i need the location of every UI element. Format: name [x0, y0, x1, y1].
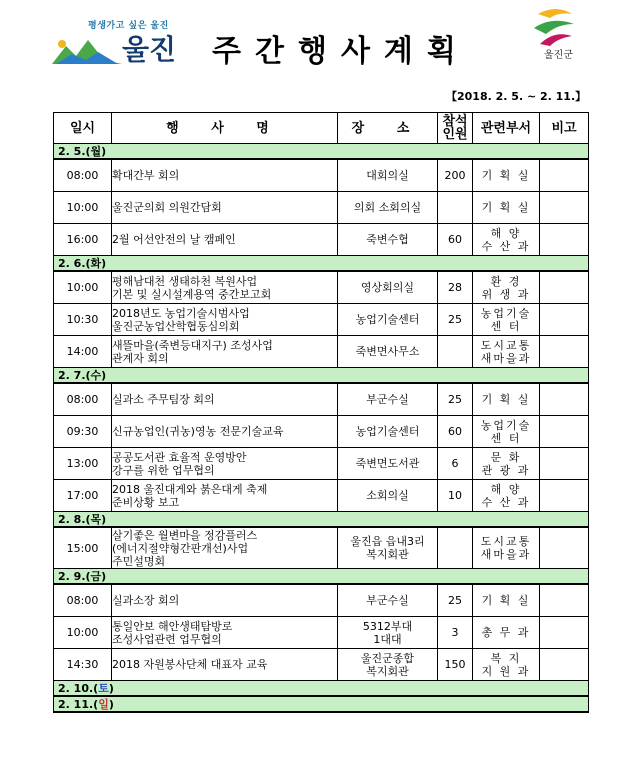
event-place: 울진군종합 복지회관: [338, 649, 438, 681]
day-label: [54, 696, 338, 712]
event-name: 평해남대천 생태하천 복원사업 기본 및 실시설계용역 중간보고회: [112, 271, 338, 304]
event-note: [540, 416, 589, 448]
event-attendees: 28: [438, 271, 473, 304]
table-row: [54, 383, 589, 416]
event-place: 죽변면사무소: [338, 336, 438, 368]
day-label: [54, 256, 338, 272]
weekday-close-paren: ): [108, 681, 114, 695]
event-place: 의회 소회의실: [338, 192, 438, 224]
event-note: [540, 271, 589, 304]
col-header-datetime: 일시: [54, 113, 112, 144]
event-department: 도시교통 새마을과: [473, 336, 540, 368]
event-place: 소회의실: [338, 480, 438, 512]
weekday-close-paren: ): [101, 256, 107, 270]
day-label: [54, 144, 338, 160]
day-header-row: [54, 569, 589, 585]
event-time: 14:00: [54, 336, 112, 368]
event-name: 실과소장 회의: [112, 584, 338, 617]
event-note: [540, 224, 589, 256]
table-row: [54, 336, 589, 368]
table-row: [54, 304, 589, 336]
event-place: 대회의실: [338, 159, 438, 192]
col-header-event: [112, 113, 338, 144]
event-time: 10:00: [54, 192, 112, 224]
event-time: 14:30: [54, 649, 112, 681]
logo-brand: 울진: [122, 33, 177, 66]
day-date: 2. 8.: [58, 512, 86, 526]
uljin-logo: [52, 18, 192, 70]
day-label-filler: [338, 368, 589, 384]
day-label: [54, 368, 338, 384]
event-note: [540, 480, 589, 512]
day-weekday: 일: [98, 697, 109, 711]
county-emblem: [528, 6, 586, 60]
weekday-open-paren: (: [93, 697, 99, 711]
event-time: 10:00: [54, 617, 112, 649]
table-row: [54, 584, 589, 617]
event-department: 문 화 관 광 과: [473, 448, 540, 480]
logo-tagline: 평생가고 싶은 울진: [88, 21, 169, 31]
day-header-row: [54, 256, 589, 272]
event-time: 08:00: [54, 159, 112, 192]
table-row: [54, 649, 589, 681]
event-attendees: [438, 336, 473, 368]
weekday-open-paren: (: [85, 569, 91, 583]
event-name: 신규농업인(귀농)영농 전문기술교육: [112, 416, 338, 448]
event-note: [540, 159, 589, 192]
event-attendees: [438, 527, 473, 569]
day-label: [54, 569, 338, 585]
day-weekday: 토: [98, 681, 109, 695]
day-date: 2. 6.: [58, 256, 86, 270]
table-row: [54, 192, 589, 224]
day-header-row: [54, 681, 589, 697]
event-department: 농업기술 센 터: [473, 304, 540, 336]
weekday-close-paren: ): [101, 368, 107, 382]
day-label: [54, 512, 338, 528]
table-row: [54, 224, 589, 256]
day-weekday: 화: [90, 256, 102, 270]
event-name: 2018 자원봉사단체 대표자 교육: [112, 649, 338, 681]
weekday-open-paren: (: [85, 144, 91, 158]
day-header-row: [54, 144, 589, 160]
event-department: 기 획 실: [473, 192, 540, 224]
event-department: 기 획 실: [473, 584, 540, 617]
day-date: 2. 5.: [58, 144, 86, 158]
weekday-open-paren: (: [85, 512, 91, 526]
event-note: [540, 336, 589, 368]
day-weekday: 목: [90, 512, 102, 526]
weekly-schedule-table: [53, 112, 589, 713]
event-name: 2018년도 농업기술시범사업 울진군농업산학협동심의회: [112, 304, 338, 336]
event-name: 확대간부 회의: [112, 159, 338, 192]
event-department: 총 무 과: [473, 617, 540, 649]
weekday-open-paren: (: [93, 681, 99, 695]
day-date: 2. 10.: [58, 681, 94, 695]
day-header-row: [54, 512, 589, 528]
event-time: 10:30: [54, 304, 112, 336]
day-date: 2. 7.: [58, 368, 86, 382]
weekday-open-paren: (: [85, 256, 91, 270]
day-label-filler: [338, 696, 589, 712]
table-row: [54, 159, 589, 192]
col-header-note: 비고: [540, 113, 589, 144]
event-department: 농업기술 센 터: [473, 416, 540, 448]
day-label-filler: [338, 569, 589, 585]
day-date: 2. 11.: [58, 697, 94, 711]
day-label-filler: [338, 144, 589, 160]
event-time: 08:00: [54, 584, 112, 617]
event-note: [540, 649, 589, 681]
event-note: [540, 192, 589, 224]
day-header-row: [54, 696, 589, 712]
event-name: 새뜰마을(죽변등대지구) 조성사업 관계자 회의: [112, 336, 338, 368]
weekday-close-paren: ): [101, 569, 107, 583]
event-attendees: 60: [438, 416, 473, 448]
event-attendees: 25: [438, 304, 473, 336]
table-row: [54, 448, 589, 480]
table-header-row: [54, 113, 589, 144]
event-attendees: 10: [438, 480, 473, 512]
table-row: [54, 271, 589, 304]
event-note: [540, 617, 589, 649]
event-place: 농업기술센터: [338, 416, 438, 448]
event-department: 기 획 실: [473, 383, 540, 416]
event-time: 16:00: [54, 224, 112, 256]
event-place: 5312부대 1대대: [338, 617, 438, 649]
table-row: [54, 527, 589, 569]
event-attendees: 25: [438, 383, 473, 416]
event-name: 실과소 주무팀장 회의: [112, 383, 338, 416]
event-name: 2018 울진대게와 붉은대게 축제 준비상황 보고: [112, 480, 338, 512]
mountain-logo-icon: [52, 34, 122, 68]
county-emblem-icon: [528, 6, 586, 48]
event-place: 영상회의실: [338, 271, 438, 304]
event-attendees: 150: [438, 649, 473, 681]
event-place: 농업기술센터: [338, 304, 438, 336]
event-name: 공공도서관 효율적 운영방안 강구를 위한 업무협의: [112, 448, 338, 480]
schedule-period: 【2018. 2. 5. ~ 2. 11.】: [446, 90, 587, 103]
table-row: [54, 617, 589, 649]
event-place: 부군수실: [338, 584, 438, 617]
event-note: [540, 304, 589, 336]
event-attendees: 6: [438, 448, 473, 480]
event-name: 울진군의회 의원간담회: [112, 192, 338, 224]
event-department: 해 양 수 산 과: [473, 480, 540, 512]
event-time: 08:00: [54, 383, 112, 416]
day-label: [54, 681, 338, 697]
day-label-filler: [338, 681, 589, 697]
event-department: 해 양 수 산 과: [473, 224, 540, 256]
event-department: 도시교통 새마을과: [473, 527, 540, 569]
event-time: 17:00: [54, 480, 112, 512]
event-place: 죽변면도서관: [338, 448, 438, 480]
event-note: [540, 448, 589, 480]
event-attendees: 25: [438, 584, 473, 617]
table-row: [54, 416, 589, 448]
day-header-row: [54, 368, 589, 384]
event-attendees: 200: [438, 159, 473, 192]
event-time: 09:30: [54, 416, 112, 448]
event-note: [540, 527, 589, 569]
event-place: 울진읍 읍내3리 복지회관: [338, 527, 438, 569]
event-time: 10:00: [54, 271, 112, 304]
weekday-close-paren: ): [108, 697, 114, 711]
day-weekday: 금: [90, 569, 102, 583]
col-header-event-label: 행 사 명: [166, 120, 283, 136]
event-attendees: 3: [438, 617, 473, 649]
event-note: [540, 584, 589, 617]
col-header-place: [338, 113, 438, 144]
event-department: 기 획 실: [473, 159, 540, 192]
day-weekday: 월: [90, 144, 102, 158]
day-label-filler: [338, 256, 589, 272]
event-name: 통일안보 해안생태탐방로 조성사업관련 업무협의: [112, 617, 338, 649]
event-department: 환 경 위 생 과: [473, 271, 540, 304]
event-name: 2월 어선안전의 날 캠페인: [112, 224, 338, 256]
weekday-close-paren: ): [101, 144, 107, 158]
event-place: 죽변수협: [338, 224, 438, 256]
county-emblem-label: 울진군: [544, 50, 573, 61]
page-title: 주간행사계획: [212, 34, 470, 69]
day-date: 2. 9.: [58, 569, 86, 583]
day-label-filler: [338, 512, 589, 528]
event-department: 복 지 지 원 과: [473, 649, 540, 681]
weekday-open-paren: (: [85, 368, 91, 382]
day-weekday: 수: [90, 368, 102, 382]
event-attendees: [438, 192, 473, 224]
weekday-close-paren: ): [101, 512, 107, 526]
col-header-department: 관련부서: [473, 113, 540, 144]
table-row: [54, 480, 589, 512]
col-header-place-label: 장 소: [351, 120, 424, 136]
event-time: 13:00: [54, 448, 112, 480]
event-attendees: 60: [438, 224, 473, 256]
event-place: 부군수실: [338, 383, 438, 416]
event-note: [540, 383, 589, 416]
event-time: 15:00: [54, 527, 112, 569]
event-name: 살기좋은 월변마을 정감플러스 (에너지절약형간판개선)사업 주민설명회: [112, 527, 338, 569]
col-header-attendees: 참석 인원: [438, 113, 473, 144]
